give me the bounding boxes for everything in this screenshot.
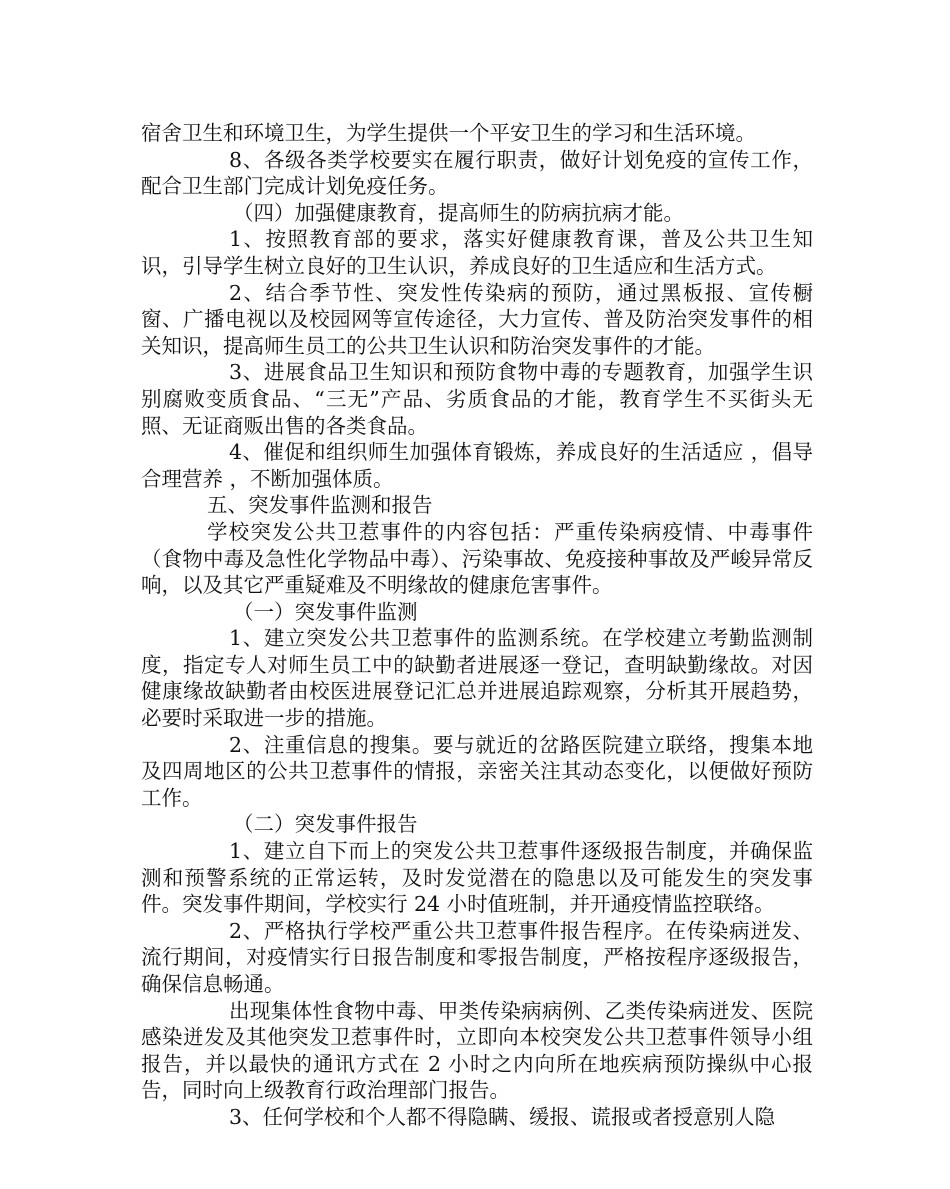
paragraph-report-item-3: 3、任何学校和个人都不得隐瞒、缓报、谎报或者授意别人隐	[229, 1104, 776, 1129]
paragraph-health-item-4: 4、催促和组织师生加强体育锻炼，养成良好的生活适应 ，倡导合理营养 ，不断加强体质。	[141, 440, 813, 491]
section-heading-5: 五、突发事件监测和报告	[207, 493, 433, 518]
paragraph-report-item-1: 1、建立自下而上的突发公共卫惹事件逐级报告制度，并确保监测和预警系统的正常运转，及时发觉潜在的隐患以及可能发生的突发事件。突发事件期间，学校实行 24 小时值班制，并开通疫情监控联络。	[141, 839, 813, 917]
paragraph-health-item-2: 2、结合季节性、突发性传染病的预防，通过黑板报、宣传橱窗、广播电视以及校园网等宣传途径，大力宣传、普及防治突发事件的相关知识，提高师生员工的公共卫生认识和防治突发事件的才能。	[141, 280, 813, 358]
subsection-heading-reporting: （二）突发事件报告	[233, 812, 418, 837]
paragraph-event-scope: 学校突发公共卫惹事件的内容包括：严重传染病疫情、中毒事件（食物中毒及急性化学物品中毒）、污染事故、免疫接种事故及严峻异常反响，以及其它严重疑难及不明缘故的健康危害事件。	[141, 519, 813, 598]
paragraph-monitor-item-2: 2、注重信息的搜集。要与就近的岔路医院建立联络，搜集本地及四周地区的公共卫惹事件的情报，亲密关注其动态变化，以便做好预防工作。	[141, 732, 813, 810]
paragraph-health-item-3: 3、进展食品卫生知识和预防食物中毒的专题教育，加强学生识别腐败变质食品、“三无”产品、劣质食品的才能，教育学生不买街头无照、无证商贩出售的各类食品。	[141, 360, 813, 438]
document-body	[141, 120, 813, 1131]
paragraph-monitor-item-1: 1、建立突发公共卫惹事件的监测系统。在学校建立考勤监测制度，指定专人对师生员工中的缺勤者进展逐一登记，查明缺勤缘故。对因健康缘故缺勤者由校医进展登记汇总并进展追踪观察，分析其开展趋势，必要时采取进一步的措施。	[141, 626, 813, 731]
paragraph-report-item-2: 2、严格执行学校严重公共卫惹事件报告程序。在传染病迸发、流行期间，对疫情实行日报告制度和零报告制度，严格按程序逐级报告，确保信息畅通。	[141, 918, 813, 996]
subsection-heading-monitoring: （一）突发事件监测	[233, 599, 418, 624]
paragraph-item-8: 8、各级各类学校要实在履行职责，做好计划免疫的宣传工作，配合卫生部门完成计划免疫任务。	[141, 147, 813, 199]
paragraph-report-outbreak: 出现集体性食物中毒、甲类传染病病例、乙类传染病迸发、医院感染迸发及其他突发卫惹事件时，立即向本校突发公共卫惹事件领导小组报告，并以最快的通讯方式在 2 小时之内向所在地疾病预防操纵中心报告，同时向上级教育行政治理部门报告。	[141, 998, 813, 1103]
paragraph-dorm-hygiene: 宿舍卫生和环境卫生，为学生提供一个平安卫生的学习和生活环境。	[141, 121, 756, 145]
paragraph-health-item-1: 1、按照教育部的要求，落实好健康教育课，普及公共卫生知识，引导学生树立良好的卫生认识，养成良好的卫生适应和生活方式。	[141, 227, 813, 278]
section-heading-4: （四）加强健康教育，提高师生的防病抗病才能。	[233, 200, 684, 225]
